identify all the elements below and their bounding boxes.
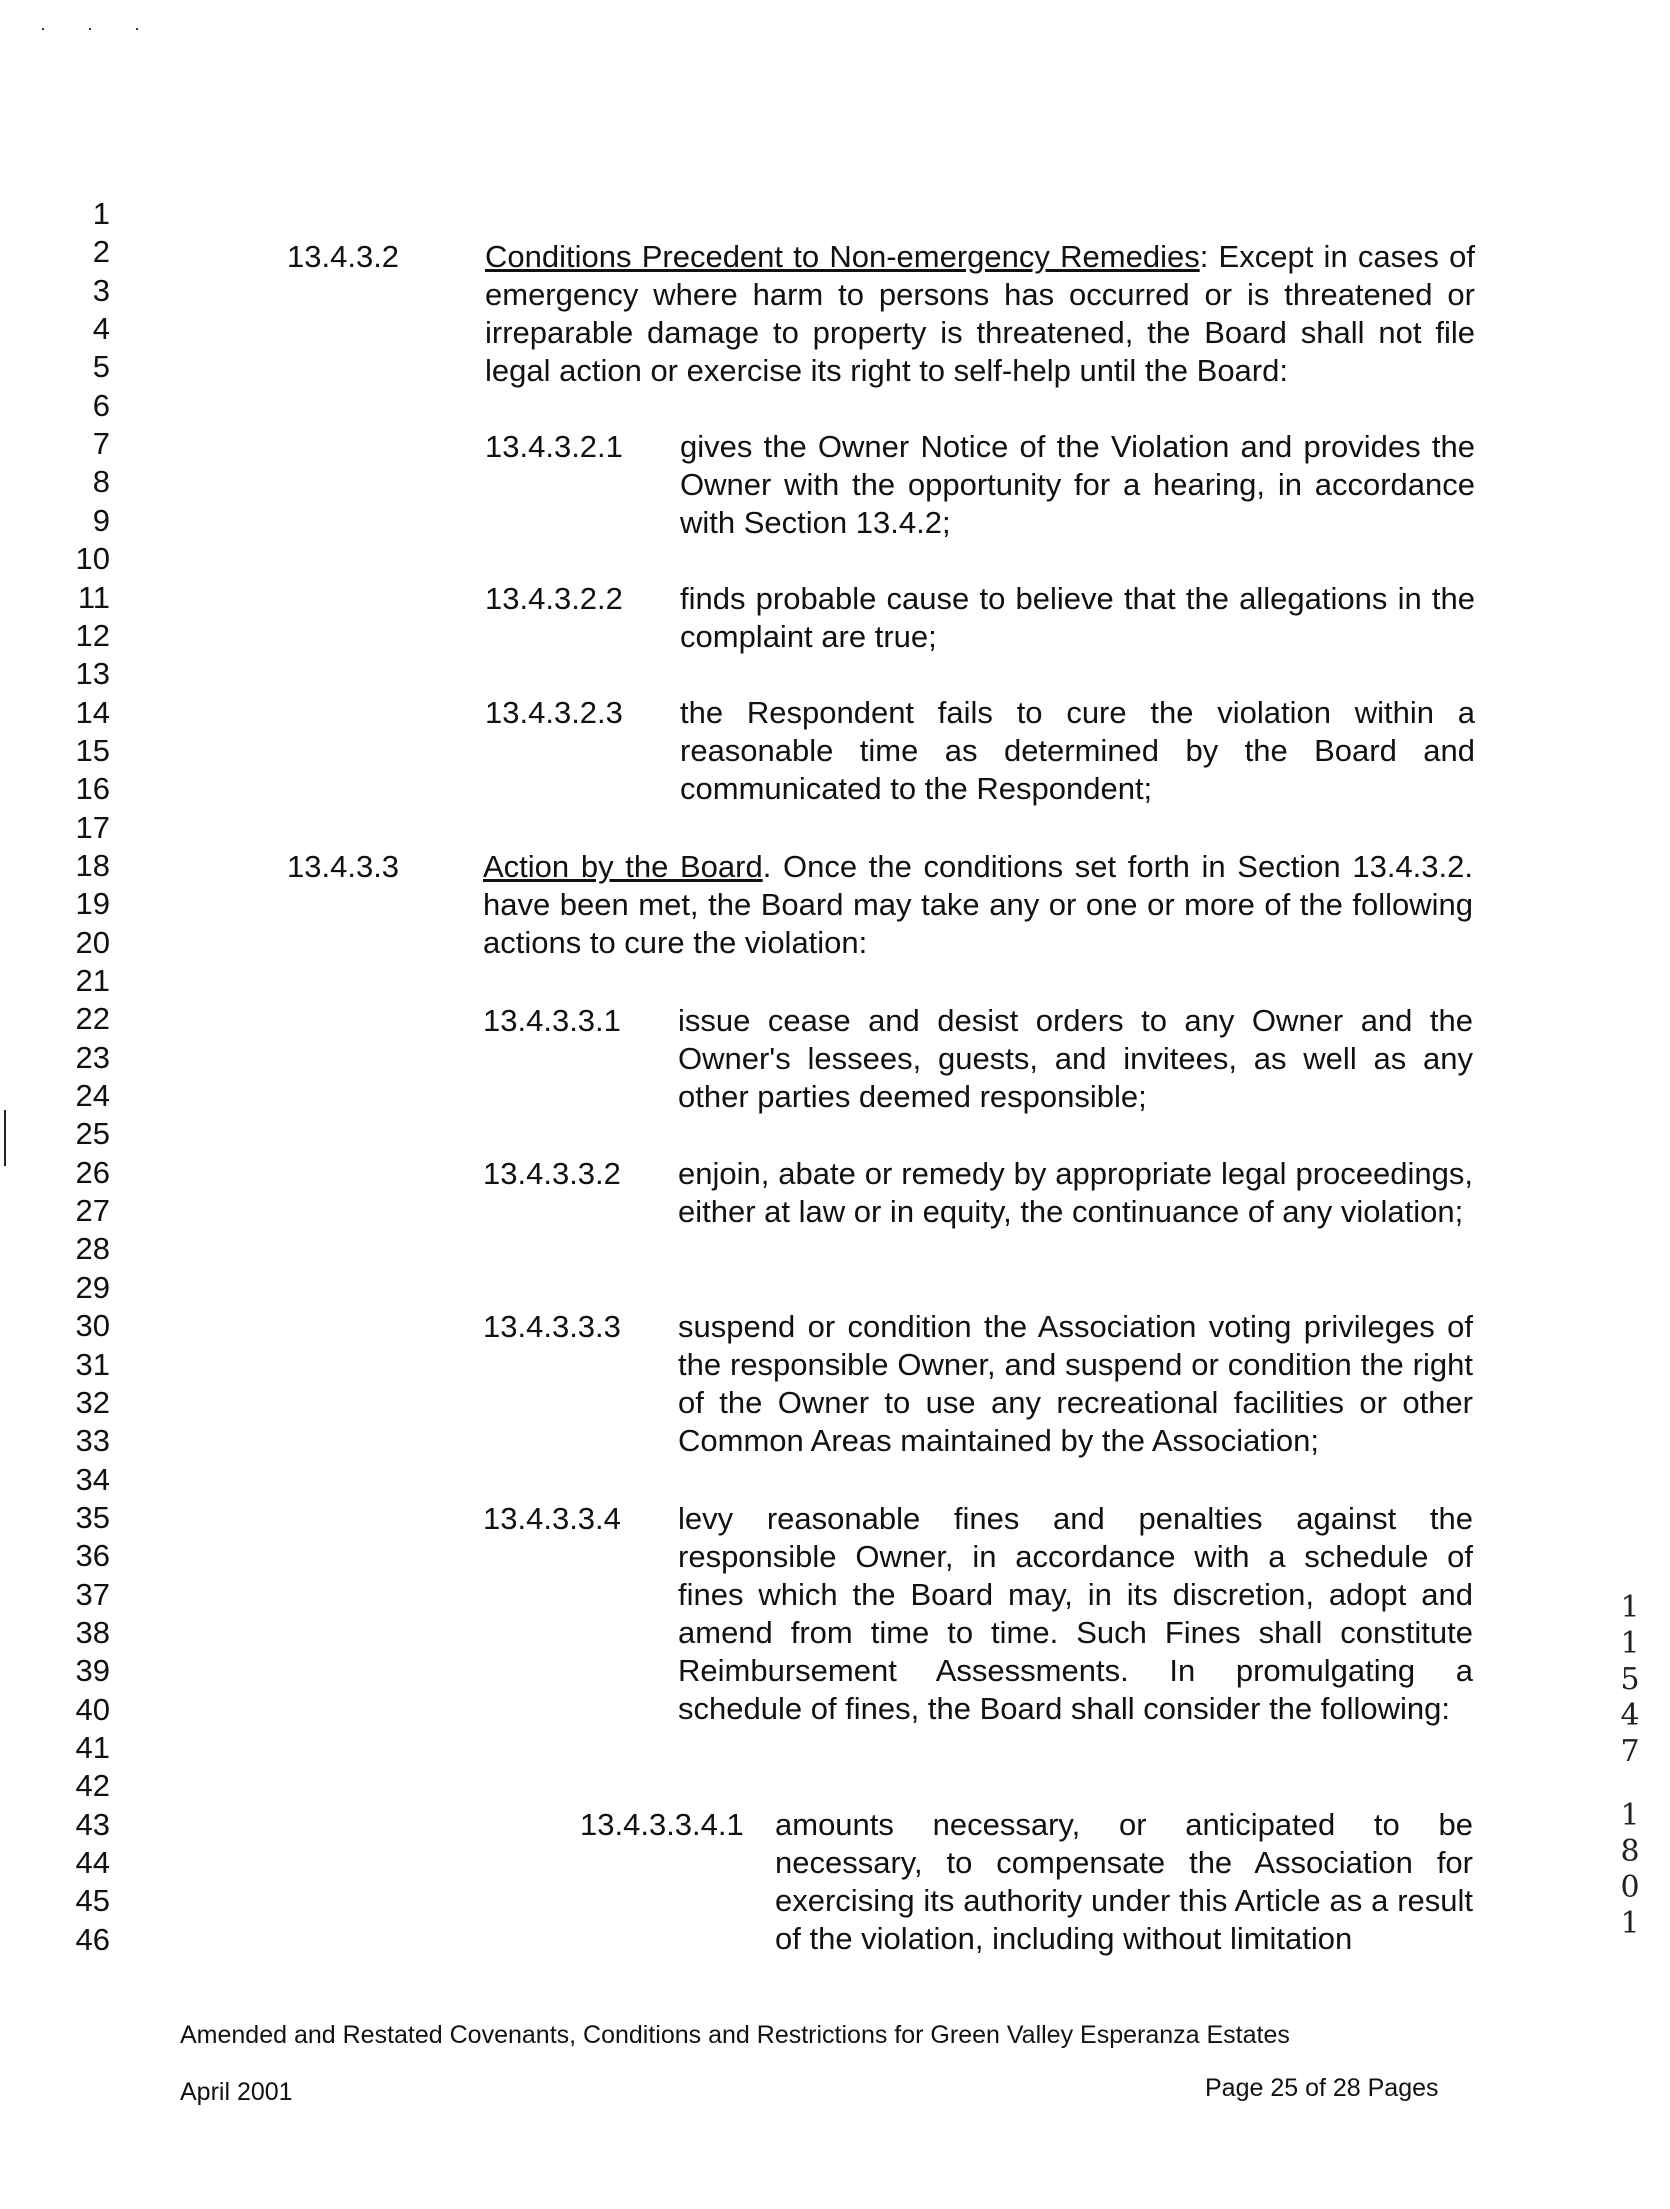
stamp-digit: 1	[1620, 1906, 1640, 1941]
line-number: 3	[92, 272, 110, 308]
subsection-number: 13.4.3.3.1	[483, 1003, 621, 1038]
line-number: 16	[75, 771, 110, 807]
line-number: 10	[75, 541, 110, 577]
footer-date: April 2001	[180, 2078, 293, 2106]
line-number: 31	[75, 1346, 110, 1382]
scan-artifact-dots: · · ·	[40, 18, 158, 38]
subsection-body: finds probable cause to believe that the allegations in the complaint are true;	[680, 581, 1475, 654]
line-number: 32	[75, 1384, 110, 1420]
margin-change-bar	[4, 1110, 6, 1166]
line-number: 11	[77, 579, 110, 615]
line-number: 44	[75, 1845, 110, 1881]
line-number: 24	[75, 1078, 110, 1114]
section-heading: Conditions Precedent to Non-emergency Remedies	[485, 239, 1200, 274]
subsection-number: 13.4.3.3.4.1	[580, 1807, 744, 1842]
line-number: 15	[75, 732, 110, 768]
line-number: 30	[75, 1308, 110, 1344]
line-number: 8	[92, 464, 110, 500]
section-body: . Once the conditions set forth in Section 13.4.3.2. have been met, the Board may take any or one or more of the following actions to cure the violation:	[483, 849, 1473, 960]
subsection-body: issue cease and desist orders to any Owner and the Owner's lessees, guests, and invitees, as well as any other parties deemed responsible;	[678, 1003, 1473, 1114]
line-number: 13	[75, 656, 110, 692]
line-number: 1	[92, 196, 110, 231]
line-number: 37	[75, 1576, 110, 1612]
line-number: 9	[92, 502, 110, 538]
section-number: 13.4.3.2	[287, 239, 400, 274]
line-number: 41	[75, 1730, 110, 1765]
line-number: 26	[75, 1154, 110, 1190]
line-number: 2	[92, 234, 110, 270]
stamp-digit: 5	[1620, 1662, 1640, 1697]
stamp-digit: 8	[1620, 1834, 1640, 1869]
subsection-number: 13.4.3.2.2	[485, 581, 623, 616]
line-number: 19	[75, 886, 110, 922]
stamp-digit: 4	[1620, 1698, 1640, 1733]
section-13-4-3-3	[483, 848, 1473, 962]
line-number: 5	[92, 349, 110, 385]
subsection-number: 13.4.3.2.3	[485, 695, 623, 730]
line-number: 21	[75, 963, 110, 998]
line-number: 33	[75, 1423, 110, 1459]
line-number: 35	[75, 1499, 110, 1535]
line-number: 46	[75, 1921, 110, 1957]
line-number: 6	[92, 387, 110, 423]
subsection-number: 13.4.3.3.2	[483, 1156, 621, 1191]
line-number: 12	[75, 617, 110, 653]
stamp-digit: 0	[1620, 1870, 1640, 1905]
footer-title: Amended and Restated Covenants, Conditions and Restrictions for Green Valley Esperanza Estates	[180, 2021, 1290, 2049]
stamp-digit: 1	[1620, 1798, 1640, 1833]
section-number: 13.4.3.3	[287, 849, 400, 884]
stamp-digit: 1	[1620, 1626, 1640, 1661]
section-body: : Except in cases of emergency where harm to persons has occurred or is threatened or irreparable damage to property is threatened, the Board shall not file legal action or exercise its right to self-help until the Board:	[485, 239, 1475, 388]
subsection-body: levy reasonable fines and penalties against the responsible Owner, in accordance with a schedule of fines which the Board may, in its discretion, adopt and amend from time to time. Such Fines shall constitute Reimbursement Assessments. In promulgating a schedule of fines, the Board shall consider the following:	[678, 1501, 1473, 1726]
subsection-number: 13.4.3.2.1	[485, 429, 623, 464]
line-number: 14	[75, 694, 110, 730]
subsection-body: suspend or condition the Association voting privileges of the responsible Owner, and suspend or condition the right of the Owner to use any recreational facilities or other Common Areas maintained by the Association;	[678, 1309, 1473, 1458]
line-number: 4	[92, 311, 110, 347]
section-heading: Action by the Board	[483, 849, 763, 884]
line-number: 22	[75, 1001, 110, 1037]
line-number: 20	[75, 924, 110, 960]
stamp-digit: 1	[1620, 1590, 1640, 1625]
line-number: 23	[75, 1039, 110, 1075]
subsection-body: enjoin, abate or remedy by appropriate legal proceedings, either at law or in equity, the continuance of any violation;	[678, 1156, 1473, 1229]
line-number: 42	[75, 1768, 110, 1804]
footer-page-number: Page 25 of 28 Pages	[1205, 2074, 1439, 2102]
line-number: 45	[75, 1883, 110, 1919]
line-number: 27	[75, 1193, 110, 1229]
line-number: 7	[92, 426, 110, 462]
line-number: 43	[75, 1806, 110, 1842]
line-number: 39	[75, 1653, 110, 1689]
line-number: 36	[75, 1538, 110, 1574]
line-number: 25	[75, 1116, 110, 1152]
line-number: 34	[75, 1461, 110, 1497]
line-number: 29	[75, 1269, 110, 1305]
line-number: 40	[75, 1691, 110, 1727]
line-number: 17	[75, 809, 110, 845]
line-number: 18	[75, 847, 110, 883]
subsection-number: 13.4.3.3.3	[483, 1309, 621, 1344]
subsection-body: amounts necessary, or anticipated to be necessary, to compensate the Association for exercising its authority under this Article as a result of the violation, including without limitation	[775, 1807, 1473, 1956]
line-number: 28	[75, 1231, 110, 1267]
section-13-4-3-2	[485, 238, 1475, 390]
subsection-number: 13.4.3.3.4	[483, 1501, 621, 1536]
subsection-body: the Respondent fails to cure the violation within a reasonable time as determined by the Board and communicated to the Respondent;	[680, 695, 1475, 806]
stamp-digit: 7	[1620, 1734, 1640, 1769]
subsection-body: gives the Owner Notice of the Violation and provides the Owner with the opportunity for a hearing, in accordance with Section 13.4.2;	[680, 429, 1475, 540]
line-number: 38	[75, 1614, 110, 1650]
